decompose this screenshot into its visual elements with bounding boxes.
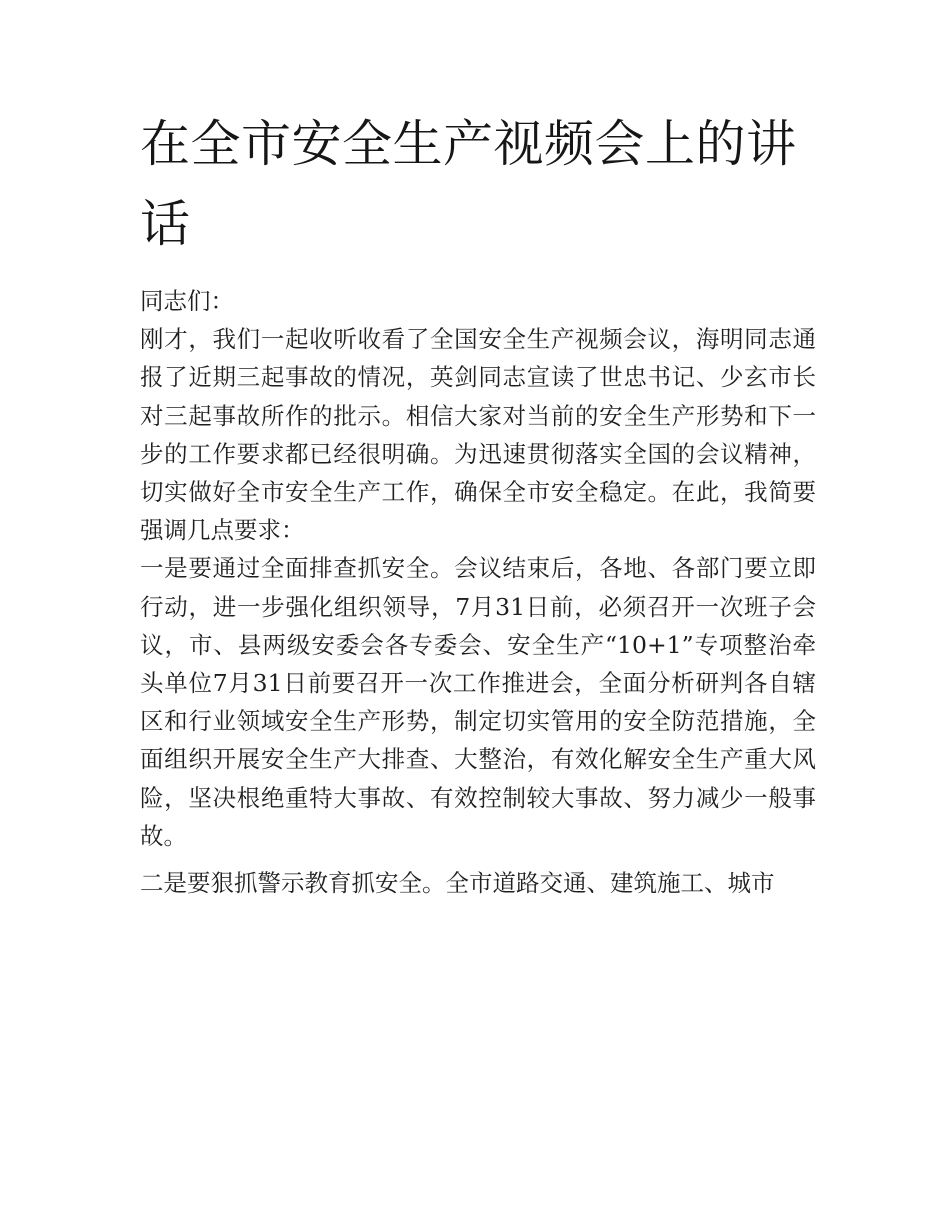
paragraph-point-two: 二是要狠抓警示教育抓安全。全市道路交通、建筑施工、城市 bbox=[140, 869, 775, 898]
document-content bbox=[140, 104, 816, 902]
paragraph-point-one: 一是要通过全面排查抓安全。会议结束后，各地、各部门要立即行动，进一步强化组织领导，7月31日前，必须召开一次班子会议，市、县两级安委会各专委会、安全生产“10+1”专项整治牵头单位7月31日前要召开一次工作推进会，全面分析研判各自辖区和行业领域安全生产形势，制定切实管用的安全防范措施，全面组织开展安全生产大排查、大整治，有效化解安全生产重大风险，坚决根绝重特大事故、有效控制较大事故、努力减少一般事故。 bbox=[140, 554, 816, 850]
document-body bbox=[140, 282, 816, 902]
salutation: 同志们： bbox=[140, 287, 234, 315]
paragraph-intro: 刚才，我们一起收听收看了全国安全生产视频会议，海明同志通报了近期三起事故的情况，英剑同志宣读了世忠书记、少玄市长对三起事故所作的批示。相信大家对当前的安全生产形势和下一步的工作要求都已经很明确。为迅速贯彻落实全国的会议精神，切实做好全市安全生产工作，确保全市安全稳定。在此，我简要强调几点要求： bbox=[140, 325, 816, 545]
document-title: 在全市安全生产视频会上的讲话 bbox=[140, 115, 797, 253]
